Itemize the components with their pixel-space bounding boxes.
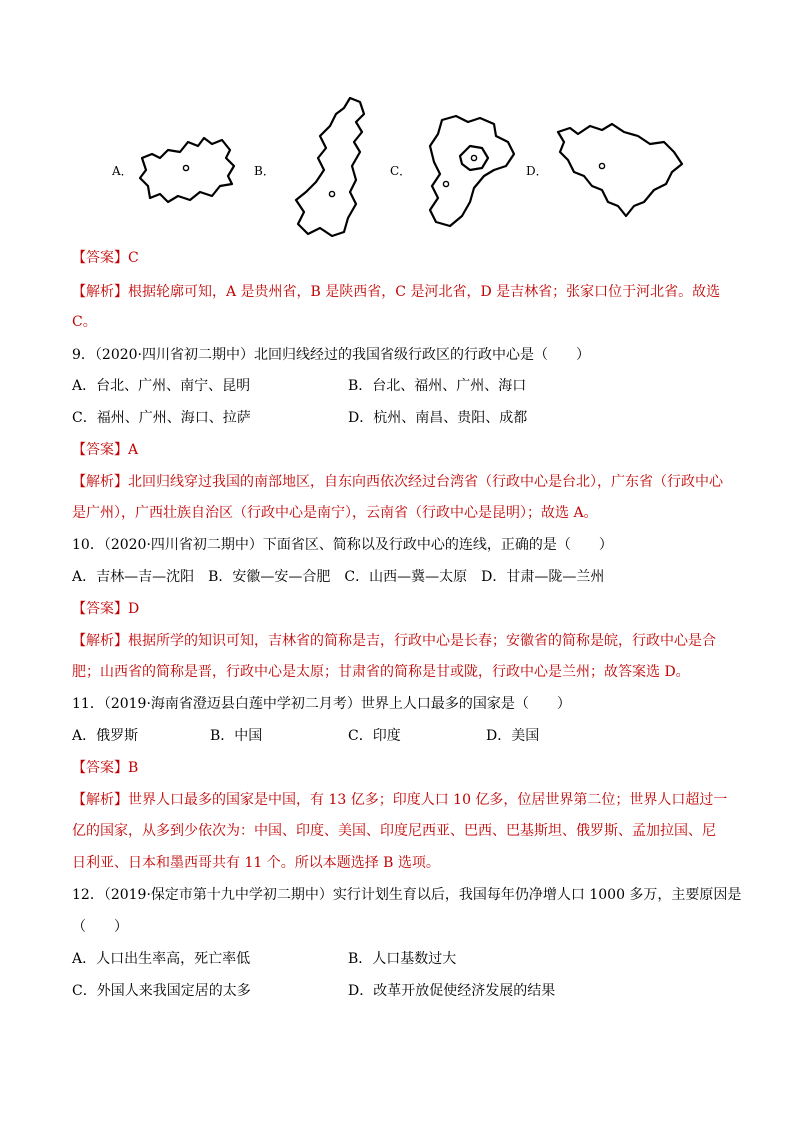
analysis-text: 世界人口最多的国家是中国，有 13 亿多；印度人口 10 亿多，位居世界第二位；世界人口超过一 — [128, 792, 728, 808]
q8-analysis-line-2: C。 — [72, 314, 97, 330]
analysis-tag: 【解析】 — [72, 284, 128, 300]
analysis-tag: 【解析】 — [72, 474, 128, 490]
q11-stem: 11．（2019·海南省澄迈县白莲中学初二月考）世界上人口最多的国家是（ ） — [72, 696, 571, 712]
answer-value: A — [128, 442, 139, 458]
analysis-text: 根据所学的知识可知，吉林省的简称是吉，行政中心是长春；安徽省的简称是皖，行政中心是合 — [128, 633, 716, 649]
answer-value: B — [128, 760, 139, 776]
q12-stem-line-2: （ ） — [72, 919, 128, 935]
answer-tag: 【答案】 — [72, 250, 128, 266]
q10-analysis-line-1 — [72, 631, 732, 651]
q10-stem: 10．（2020·四川省初二期中）下面省区、简称以及行政中心的连线，正确的是（ ） — [72, 537, 613, 553]
answer-value: C — [128, 250, 139, 266]
q9-option-a: A．台北、广州、南宁、昆明 — [72, 378, 251, 394]
q9-option-d: D．杭州、南昌、贵阳、成都 — [348, 410, 528, 426]
answer-tag: 【答案】 — [72, 760, 128, 776]
analysis-tag: 【解析】 — [72, 633, 128, 649]
q11-option-c: C．印度 — [348, 728, 401, 744]
province-maps — [0, 90, 794, 250]
q10-options: A．吉林—吉—沈阳 B．安徽—安—合肥 C．山西—冀—太原 D．甘肃—陇—兰州 — [72, 569, 605, 585]
map-label-a: A． — [112, 164, 133, 178]
analysis-text: 北回归线穿过我国的南部地区，自东向西依次经过台湾省（行政中心是台北），广东省（行政中心 — [128, 474, 723, 490]
q11-answer — [72, 758, 732, 778]
q12-option-b: B．人口基数过大 — [348, 951, 457, 967]
map-guizhou-outline — [138, 130, 238, 210]
map-jilin-outline — [556, 122, 688, 218]
q10-analysis-line-2: 肥；山西省的简称是晋，行政中心是太原；甘肃省的简称是甘或陇，行政中心是兰州；故答案选 D。 — [72, 664, 690, 680]
answer-value: D — [128, 601, 140, 617]
q9-option-c: C．福州、广州、海口、拉萨 — [72, 410, 251, 426]
q11-option-b: B．中国 — [210, 728, 263, 744]
q9-stem: 9．（2020·四川省初二期中）北回归线经过的我国省级行政区的行政中心是（ ） — [72, 347, 590, 363]
q10-answer — [72, 599, 732, 619]
answer-tag: 【答案】 — [72, 601, 128, 617]
q8-answer — [72, 248, 732, 268]
q9-option-b: B．台北、福州、广州、海口 — [348, 378, 527, 394]
q9-analysis-line-1 — [72, 472, 732, 492]
q11-option-d: D．美国 — [486, 728, 540, 744]
q11-analysis-line-3: 日利亚、日本和墨西哥共有 11 个。所以本题选择 B 选项。 — [72, 855, 440, 871]
q12-option-c: C．外国人来我国定居的太多 — [72, 983, 251, 999]
map-hebei-outline — [424, 114, 524, 232]
analysis-tag: 【解析】 — [72, 792, 128, 808]
map-label-d: D． — [526, 164, 548, 178]
q8-analysis-line-1 — [72, 282, 732, 302]
q12-option-a: A．人口出生率高，死亡率低 — [72, 951, 251, 967]
map-shaanxi-outline — [290, 96, 370, 238]
map-label-b: B． — [254, 164, 275, 178]
q11-analysis-line-2: 亿的国家，从多到少依次为：中国、印度、美国、印度尼西亚、巴西、巴基斯坦、俄罗斯、孟加拉国、尼 — [72, 823, 716, 839]
q12-option-d: D．改革开放促使经济发展的结果 — [348, 983, 556, 999]
q11-option-a: A．俄罗斯 — [72, 728, 139, 744]
q11-analysis-line-1 — [72, 790, 732, 810]
q9-analysis-line-2: 是广州），广西壮族自治区（行政中心是南宁），云南省（行政中心是昆明）；故选 A。 — [72, 505, 598, 521]
answer-tag: 【答案】 — [72, 442, 128, 458]
analysis-text: 根据轮廓可知，A 是贵州省，B 是陕西省，C 是河北省，D 是吉林省；张家口位于河北省。故选 — [128, 284, 721, 300]
q12-stem-line-1: 12．（2019·保定市第十九中学初二期中）实行计划生育以后，我国每年仍净增人口 1000 多万，主要原因是 — [72, 887, 742, 903]
q9-answer — [72, 440, 732, 460]
map-label-c: C． — [390, 164, 412, 178]
